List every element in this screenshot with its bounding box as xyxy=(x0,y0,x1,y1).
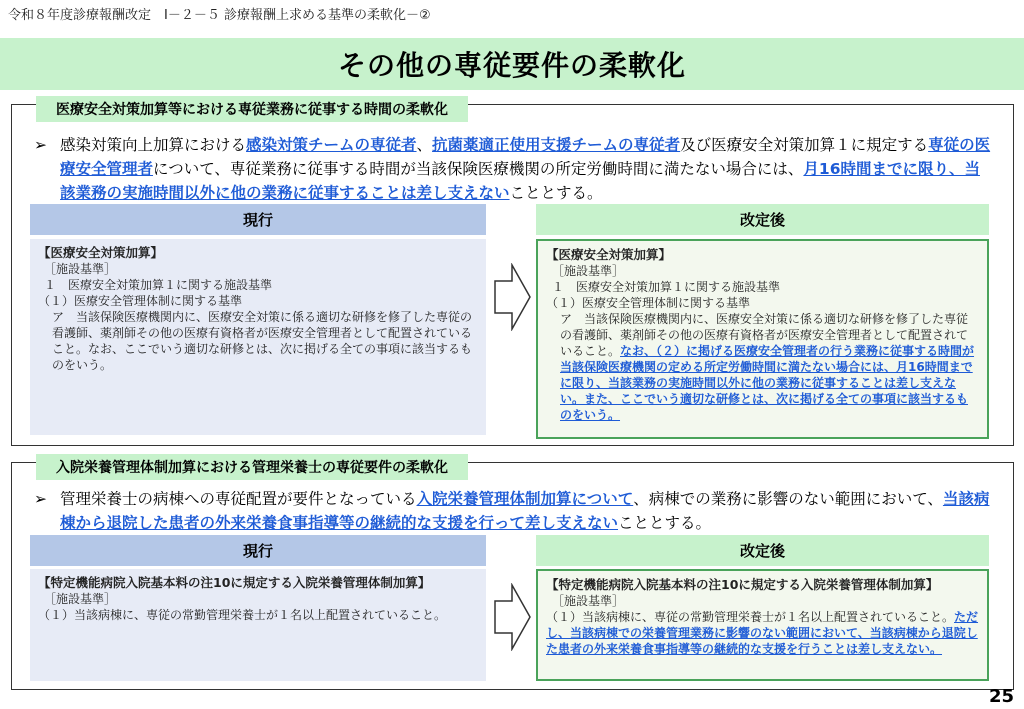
summary-text: 感染対策向上加算における xyxy=(60,136,247,154)
panel-text: （１）当該病棟に、専従の常勤管理栄養士が１名以上配置されていること。 xyxy=(546,610,955,624)
panel-line: １ 医療安全対策加算１に関する施設基準 xyxy=(44,278,273,292)
revised-column-header: 改定後 xyxy=(536,204,989,235)
summary-text: 管理栄養士の病棟への専従配置が要件となっている xyxy=(60,490,417,508)
summary-text: 、病棟での業務に影響のない範囲において、 xyxy=(633,490,943,508)
summary-highlight: 感染対策チームの専従者 xyxy=(246,136,417,154)
section-tab: 入院栄養管理体制加算における管理栄養士の専従要件の柔軟化 xyxy=(36,454,468,480)
section-medical-safety xyxy=(11,104,1014,446)
summary-text: 、 xyxy=(416,136,433,154)
panel-line: ［施設基準］ xyxy=(44,262,117,276)
panel-highlight: なお、（２）に掲げる医療安全管理者の行う業務に従事する時間が当該保険医療機関の定める所定労働時間に満たない場合には、月16時間までに限り、当該業務の実施時間以外に他の業務に従事することは差し支えない。また、ここでいう適切な研修とは、次に掲げる全ての事項に該当するものをいう。 xyxy=(560,344,975,422)
revised-text-panel xyxy=(536,239,989,439)
breadcrumb: 令和８年度診療報酬改定 Ⅰ－２－５ 診療報酬上求める基準の柔軟化－② xyxy=(8,8,431,23)
panel-title: 【特定機能病院入院基本料の注10に規定する入院栄養管理体制加算】 xyxy=(38,575,431,590)
page-number: 25 xyxy=(988,686,1014,707)
panel-line: ［施設基準］ xyxy=(552,264,625,278)
title-bar xyxy=(0,38,1024,90)
current-text-panel xyxy=(30,239,486,435)
summary-text: こととする。 xyxy=(618,514,712,532)
panel-line: ア 当該保険医療機関内に、医療安全対策に係る適切な研修を修了した専従の看護師、薬剤師その他の医療有資格者が医療安全管理者として配置されていること。なお、ここでいう適切な研修とは、次に掲げる全ての事項に該当するものをいう。 xyxy=(52,310,473,372)
panel-title: 【特定機能病院入院基本料の注10に規定する入院栄養管理体制加算】 xyxy=(546,577,939,592)
summary-text: 及び医療安全対策加算１に規定する xyxy=(680,136,929,154)
page-title: その他の専従要件の柔軟化 xyxy=(337,49,686,82)
summary-highlight: 月16時間までに限り、当該業務の実施時間以外に他の業務に従事することは差し支えない xyxy=(60,160,980,202)
panel-text: ア 当該保険医療機関内に、医療安全対策に係る適切な研修を修了した専従の看護師、薬剤師その他の医療有資格者が医療安全管理者として配置されていること。 xyxy=(560,312,969,358)
panel-line: ［施設基準］ xyxy=(44,592,117,606)
current-text-panel xyxy=(30,569,486,681)
panel-line: （１）医療安全管理体制に関する基準 xyxy=(38,294,243,308)
bullet-icon: ➢ xyxy=(34,490,47,508)
panel-line: （１）当該病棟に、専従の常勤管理栄養士が１名以上配置されていること。 xyxy=(38,608,447,622)
current-column-header: 現行 xyxy=(30,204,486,235)
panel-line: １ 医療安全対策加算１に関する施設基準 xyxy=(552,280,781,294)
summary-highlight: 入院栄養管理体制加算について xyxy=(416,490,634,508)
panel-title: 【医療安全対策加算】 xyxy=(546,247,672,262)
section-tab: 医療安全対策加算等における専従業務に従事する時間の柔軟化 xyxy=(36,96,468,122)
panel-line: ［施設基準］ xyxy=(552,594,625,608)
bullet-icon: ➢ xyxy=(34,136,47,154)
panel-highlight: ただし、当該病棟での栄養管理業務に影響のない範囲において、当該病棟から退院した患者の外来栄養食事指導等の継続的な支援を行うことは差し支えない。 xyxy=(546,610,979,656)
panel-line xyxy=(546,311,979,423)
summary-text: について、専従業務に従事する時間が当該保険医療機関の所定労働時間に満たない場合には、 xyxy=(153,160,804,178)
section-nutrition xyxy=(11,462,1014,690)
summary-highlight: 当該病棟から退院した患者の外来栄養食事指導等の継続的な支援を行って差し支えない xyxy=(60,490,990,532)
section-summary xyxy=(34,133,994,205)
revised-column-header: 改定後 xyxy=(536,535,989,566)
right-arrow-icon xyxy=(494,583,532,651)
summary-text: こととする。 xyxy=(509,184,603,202)
panel-line: （１）医療安全管理体制に関する基準 xyxy=(546,296,751,310)
summary-highlight: 抗菌薬適正使用支援チームの専従者 xyxy=(432,136,681,154)
current-column-header: 現行 xyxy=(30,535,486,566)
revised-text-panel xyxy=(536,569,989,681)
right-arrow-icon xyxy=(494,263,532,331)
section-summary xyxy=(34,487,994,535)
summary-highlight: 専従の医療安全管理者 xyxy=(60,136,991,178)
panel-title: 【医療安全対策加算】 xyxy=(38,245,164,260)
panel-line xyxy=(546,609,979,657)
